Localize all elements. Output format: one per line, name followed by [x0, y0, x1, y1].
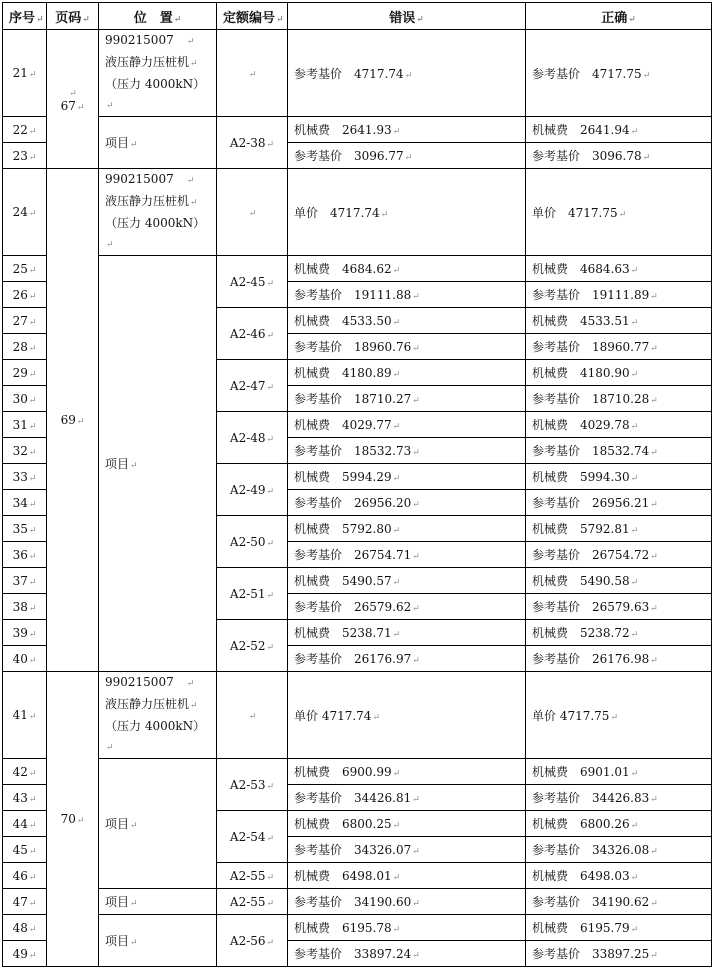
seq-cell: 29↵	[3, 360, 47, 386]
correct-cell: 机械费 5792.81↵	[526, 516, 712, 542]
correct-cell: 机械费 6498.03↵	[526, 863, 712, 889]
wrong-cell: 机械费 6900.99↵	[288, 759, 526, 785]
header-row	[3, 3, 712, 30]
table-row	[3, 889, 712, 915]
table-row	[3, 256, 712, 282]
location-cell: 990215007 ↵ 液压静力压桩机↵ （压力 4000kN）↵	[99, 30, 217, 117]
seq-cell: 36↵	[3, 542, 47, 568]
header-location: 位 置↵	[99, 3, 217, 30]
wrong-cell: 机械费 2641.93↵	[288, 117, 526, 143]
seq-cell: 30↵	[3, 386, 47, 412]
quota-cell: A2-53↵	[217, 759, 288, 811]
table-row	[3, 759, 712, 785]
seq-cell: 34↵	[3, 490, 47, 516]
wrong-cell: 参考基价 34326.07↵	[288, 837, 526, 863]
quota-cell: ↵	[217, 672, 288, 759]
seq-cell: 31↵	[3, 412, 47, 438]
quota-cell: A2-48↵	[217, 412, 288, 464]
wrong-cell: 机械费 4180.89↵	[288, 360, 526, 386]
quota-cell: A2-38↵	[217, 117, 288, 169]
correct-cell: 参考基价 33897.25↵	[526, 941, 712, 967]
seq-cell: 42↵	[3, 759, 47, 785]
quota-cell: A2-55↵	[217, 889, 288, 915]
table-row	[3, 169, 712, 256]
wrong-cell: 机械费 6800.25↵	[288, 811, 526, 837]
correct-cell: 机械费 5490.58↵	[526, 568, 712, 594]
wrong-cell: 机械费 5994.29↵	[288, 464, 526, 490]
seq-cell: 46↵	[3, 863, 47, 889]
correct-cell: 参考基价 34326.08↵	[526, 837, 712, 863]
table-row	[3, 30, 712, 117]
correct-cell: 机械费 4684.63↵	[526, 256, 712, 282]
header-correct: 正确↵	[526, 3, 712, 30]
wrong-cell: 机械费 4029.77↵	[288, 412, 526, 438]
wrong-cell: 参考基价 26579.62↵	[288, 594, 526, 620]
wrong-cell: 单价 4717.74↵	[288, 169, 526, 256]
seq-cell: 28↵	[3, 334, 47, 360]
seq-cell: 26↵	[3, 282, 47, 308]
wrong-cell: 机械费 5238.71↵	[288, 620, 526, 646]
wrong-cell: 参考基价 26176.97↵	[288, 646, 526, 672]
correct-cell: 参考基价 26176.98↵	[526, 646, 712, 672]
correct-cell: 机械费 6901.01↵	[526, 759, 712, 785]
wrong-cell: 机械费 6195.78↵	[288, 915, 526, 941]
header-seq: 序号↵	[3, 3, 47, 30]
quota-cell: A2-56↵	[217, 915, 288, 967]
seq-cell: 22↵	[3, 117, 47, 143]
quota-cell: A2-54↵	[217, 811, 288, 863]
seq-cell: 38↵	[3, 594, 47, 620]
correct-cell: 单价 4717.75↵	[526, 672, 712, 759]
correct-cell: 单价 4717.75↵	[526, 169, 712, 256]
correct-cell: 参考基价 18532.74↵	[526, 438, 712, 464]
location-cell: 项目↵	[99, 256, 217, 672]
seq-cell: 27↵	[3, 308, 47, 334]
correct-cell: 机械费 4029.78↵	[526, 412, 712, 438]
correct-cell: 参考基价 34190.62↵	[526, 889, 712, 915]
quota-cell: A2-47↵	[217, 360, 288, 412]
wrong-cell: 参考基价 18532.73↵	[288, 438, 526, 464]
wrong-cell: 参考基价 18960.76↵	[288, 334, 526, 360]
page-cell: 70↵	[47, 672, 99, 967]
location-cell: 项目↵	[99, 915, 217, 967]
table-row	[3, 117, 712, 143]
header-wrong: 错误↵	[288, 3, 526, 30]
quota-cell: A2-51↵	[217, 568, 288, 620]
quota-cell: A2-52↵	[217, 620, 288, 672]
correct-cell: 参考基价 19111.89↵	[526, 282, 712, 308]
correct-cell: 参考基价 26579.63↵	[526, 594, 712, 620]
errata-table	[2, 2, 712, 967]
quota-cell: A2-45↵	[217, 256, 288, 308]
header-page: 页码↵	[47, 3, 99, 30]
seq-cell: 48↵	[3, 915, 47, 941]
correct-cell: 参考基价 18710.28↵	[526, 386, 712, 412]
correct-cell: 参考基价 4717.75↵	[526, 30, 712, 117]
seq-cell: 23↵	[3, 143, 47, 169]
location-cell: 项目↵	[99, 889, 217, 915]
correct-cell: 机械费 4180.90↵	[526, 360, 712, 386]
seq-cell: 24↵	[3, 169, 47, 256]
seq-cell: 40↵	[3, 646, 47, 672]
correct-cell: 参考基价 26956.21↵	[526, 490, 712, 516]
correct-cell: 参考基价 3096.78↵	[526, 143, 712, 169]
location-cell: 990215007 ↵ 液压静力压桩机↵ （压力 4000kN）↵	[99, 169, 217, 256]
quota-cell: ↵	[217, 30, 288, 117]
wrong-cell: 参考基价 19111.88↵	[288, 282, 526, 308]
wrong-cell: 单价 4717.74↵	[288, 672, 526, 759]
correct-cell: 机械费 5994.30↵	[526, 464, 712, 490]
quota-cell: A2-50↵	[217, 516, 288, 568]
location-cell: 990215007 ↵ 液压静力压桩机↵ （压力 4000kN）↵	[99, 672, 217, 759]
correct-cell: 机械费 6195.79↵	[526, 915, 712, 941]
seq-cell: 49↵	[3, 941, 47, 967]
location-cell: 项目↵	[99, 759, 217, 889]
quota-cell: ↵	[217, 169, 288, 256]
wrong-cell: 参考基价 18710.27↵	[288, 386, 526, 412]
header-quota-no: 定额编号↵	[217, 3, 288, 30]
seq-cell: 32↵	[3, 438, 47, 464]
wrong-cell: 机械费 4533.50↵	[288, 308, 526, 334]
wrong-cell: 参考基价 33897.24↵	[288, 941, 526, 967]
correct-cell: 机械费 2641.94↵	[526, 117, 712, 143]
wrong-cell: 参考基价 3096.77↵	[288, 143, 526, 169]
page-cell: ↵ 67↵	[47, 30, 99, 169]
seq-cell: 41↵	[3, 672, 47, 759]
wrong-cell: 参考基价 26956.20↵	[288, 490, 526, 516]
seq-cell: 43↵	[3, 785, 47, 811]
quota-cell: A2-55↵	[217, 863, 288, 889]
location-cell: 项目↵	[99, 117, 217, 169]
correct-cell: 机械费 6800.26↵	[526, 811, 712, 837]
correct-cell: 参考基价 34426.83↵	[526, 785, 712, 811]
correct-cell: 参考基价 26754.72↵	[526, 542, 712, 568]
table-row	[3, 672, 712, 759]
seq-cell: 35↵	[3, 516, 47, 542]
seq-cell: 39↵	[3, 620, 47, 646]
wrong-cell: 机械费 6498.01↵	[288, 863, 526, 889]
wrong-cell: 参考基价 34190.60↵	[288, 889, 526, 915]
seq-cell: 45↵	[3, 837, 47, 863]
wrong-cell: 参考基价 34426.81↵	[288, 785, 526, 811]
wrong-cell: 机械费 5490.57↵	[288, 568, 526, 594]
quota-cell: A2-46↵	[217, 308, 288, 360]
correct-cell: 参考基价 18960.77↵	[526, 334, 712, 360]
wrong-cell: 机械费 4684.62↵	[288, 256, 526, 282]
seq-cell: 47↵	[3, 889, 47, 915]
seq-cell: 25↵	[3, 256, 47, 282]
wrong-cell: 机械费 5792.80↵	[288, 516, 526, 542]
correct-cell: 机械费 5238.72↵	[526, 620, 712, 646]
page-cell: 69↵	[47, 169, 99, 672]
seq-cell: 33↵	[3, 464, 47, 490]
wrong-cell: 参考基价 4717.74↵	[288, 30, 526, 117]
seq-cell: 37↵	[3, 568, 47, 594]
seq-cell: 21↵	[3, 30, 47, 117]
correct-cell: 机械费 4533.51↵	[526, 308, 712, 334]
seq-cell: 44↵	[3, 811, 47, 837]
quota-cell: A2-49↵	[217, 464, 288, 516]
wrong-cell: 参考基价 26754.71↵	[288, 542, 526, 568]
